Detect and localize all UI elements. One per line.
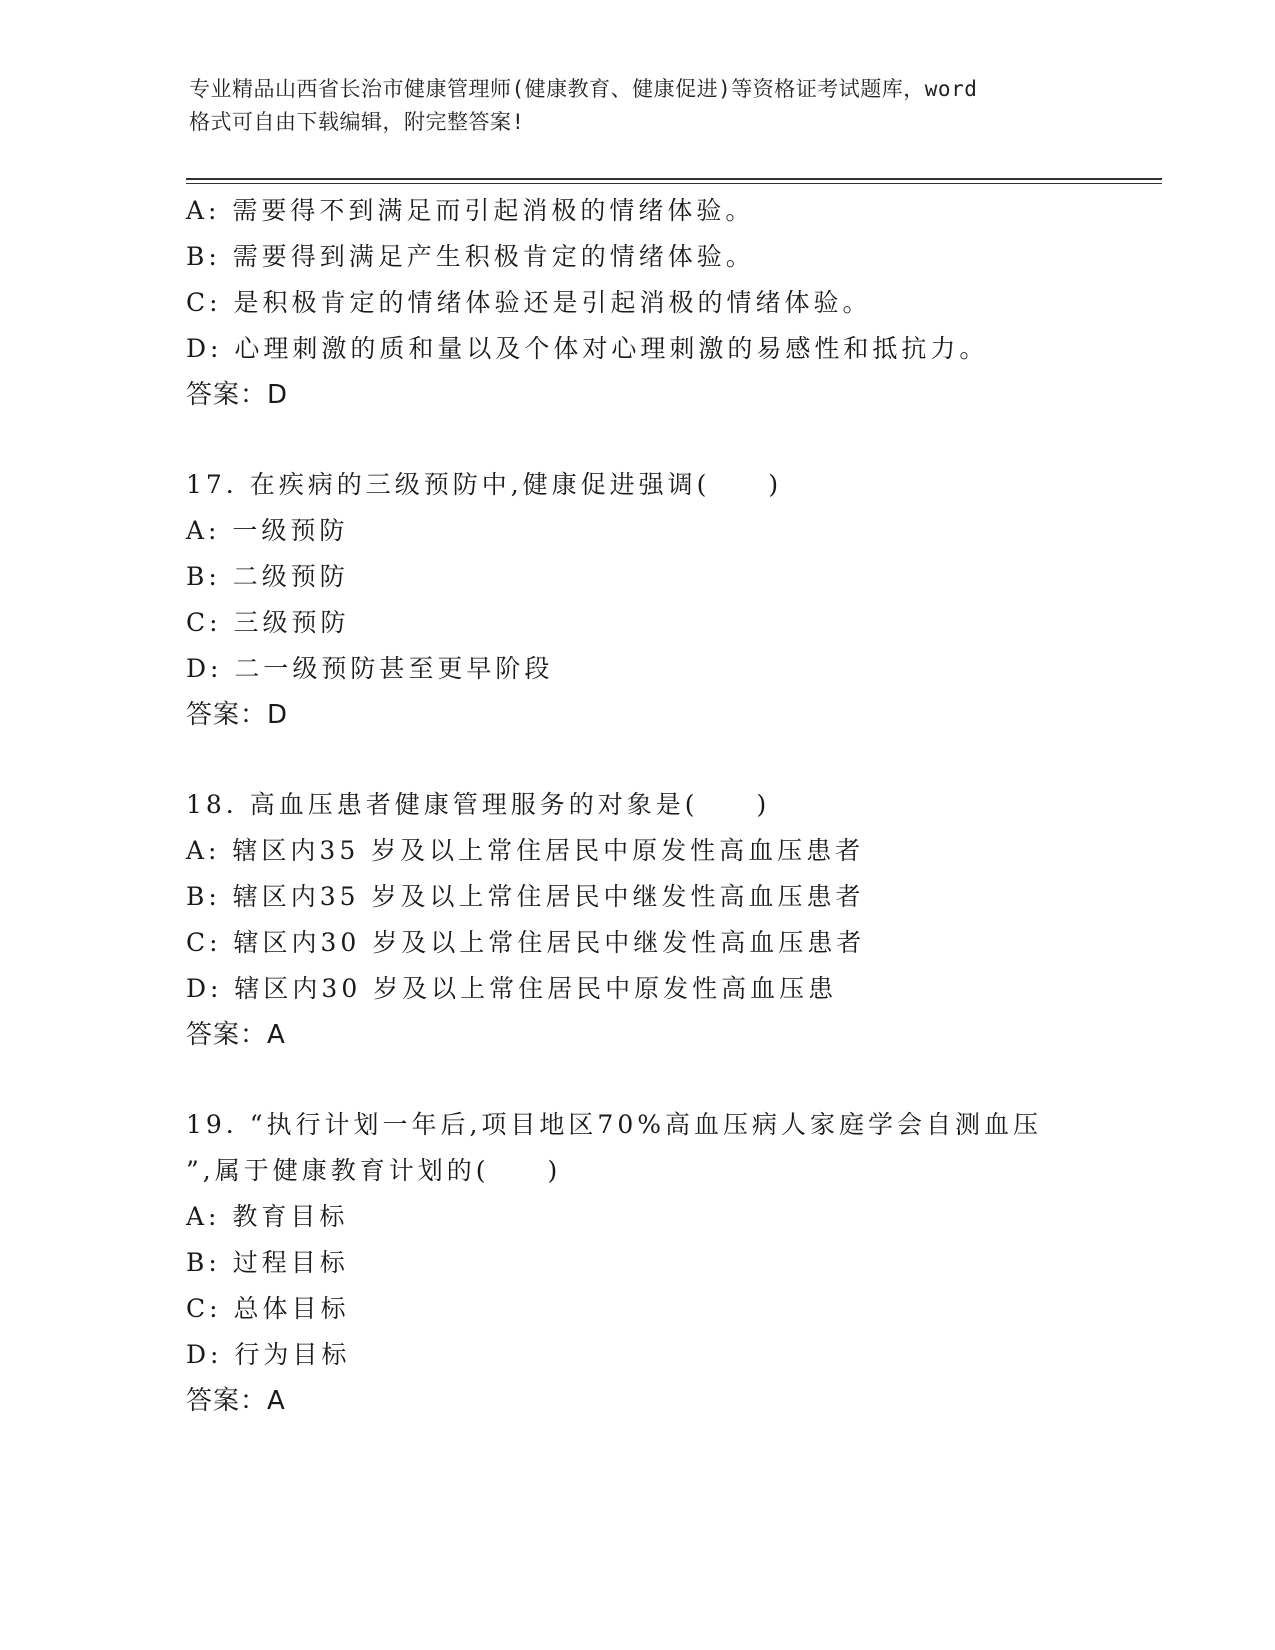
option-a: A: 教育目标 — [186, 1202, 349, 1231]
question-stem: 18. 高血压患者健康管理服务的对象是( ) — [186, 790, 771, 819]
answer: 答案：D — [186, 700, 289, 730]
option-a: A: 需要得不到满足而引起消极的情绪体验。 — [186, 196, 755, 225]
question-16 — [186, 188, 1146, 418]
option-c: C: 辖区内30 岁及以上常住居民中继发性高血压患者 — [186, 928, 866, 957]
option-b: B: 辖区内35 岁及以上常住居民中继发性高血压患者 — [186, 882, 865, 911]
option-c: C: 三级预防 — [186, 608, 350, 637]
answer: 答案：A — [186, 1020, 286, 1050]
header-line-2: 格式可自由下载编辑，附完整答案! — [189, 110, 525, 134]
option-b: B: 过程目标 — [186, 1248, 349, 1277]
question-stem: 17. 在疾病的三级预防中,健康促进强调( ) — [186, 470, 783, 499]
option-c: C: 总体目标 — [186, 1294, 350, 1323]
spacer — [186, 1058, 1146, 1102]
header-line-1: 专业精品山西省长治市健康管理师(健康教育、健康促进)等资格证考试题库，word — [189, 77, 978, 101]
question-18 — [186, 782, 1146, 1058]
option-d: D: 辖区内30 岁及以上常住居民中原发性高血压患 — [186, 974, 838, 1003]
option-d: D: 行为目标 — [186, 1340, 351, 1369]
option-b: B: 二级预防 — [186, 562, 349, 591]
document-header — [189, 73, 1109, 139]
option-d: D: 二一级预防甚至更早阶段 — [186, 654, 554, 683]
option-a: A: 辖区内35 岁及以上常住居民中原发性高血压患者 — [186, 836, 865, 865]
question-stem-line-1: 19. “执行计划一年后,项目地区70%高血压病人家庭学会自测血压 — [186, 1110, 1043, 1139]
question-stem-line-2: ”,属于健康教育计划的( ) — [186, 1156, 562, 1185]
spacer — [186, 738, 1146, 782]
option-c: C: 是积极肯定的情绪体验还是引起消极的情绪体验。 — [186, 288, 872, 317]
question-17 — [186, 462, 1146, 738]
question-list — [186, 188, 1146, 1424]
option-a: A: 一级预防 — [186, 516, 349, 545]
header-double-rule — [186, 178, 1162, 184]
answer: 答案：A — [186, 1386, 286, 1416]
question-19 — [186, 1102, 1146, 1424]
option-d: D: 心理刺激的质和量以及个体对心理刺激的易感性和抵抗力。 — [186, 334, 989, 363]
spacer — [186, 418, 1146, 462]
answer: 答案：D — [186, 380, 289, 410]
option-b: B: 需要得到满足产生积极肯定的情绪体验。 — [186, 242, 755, 271]
